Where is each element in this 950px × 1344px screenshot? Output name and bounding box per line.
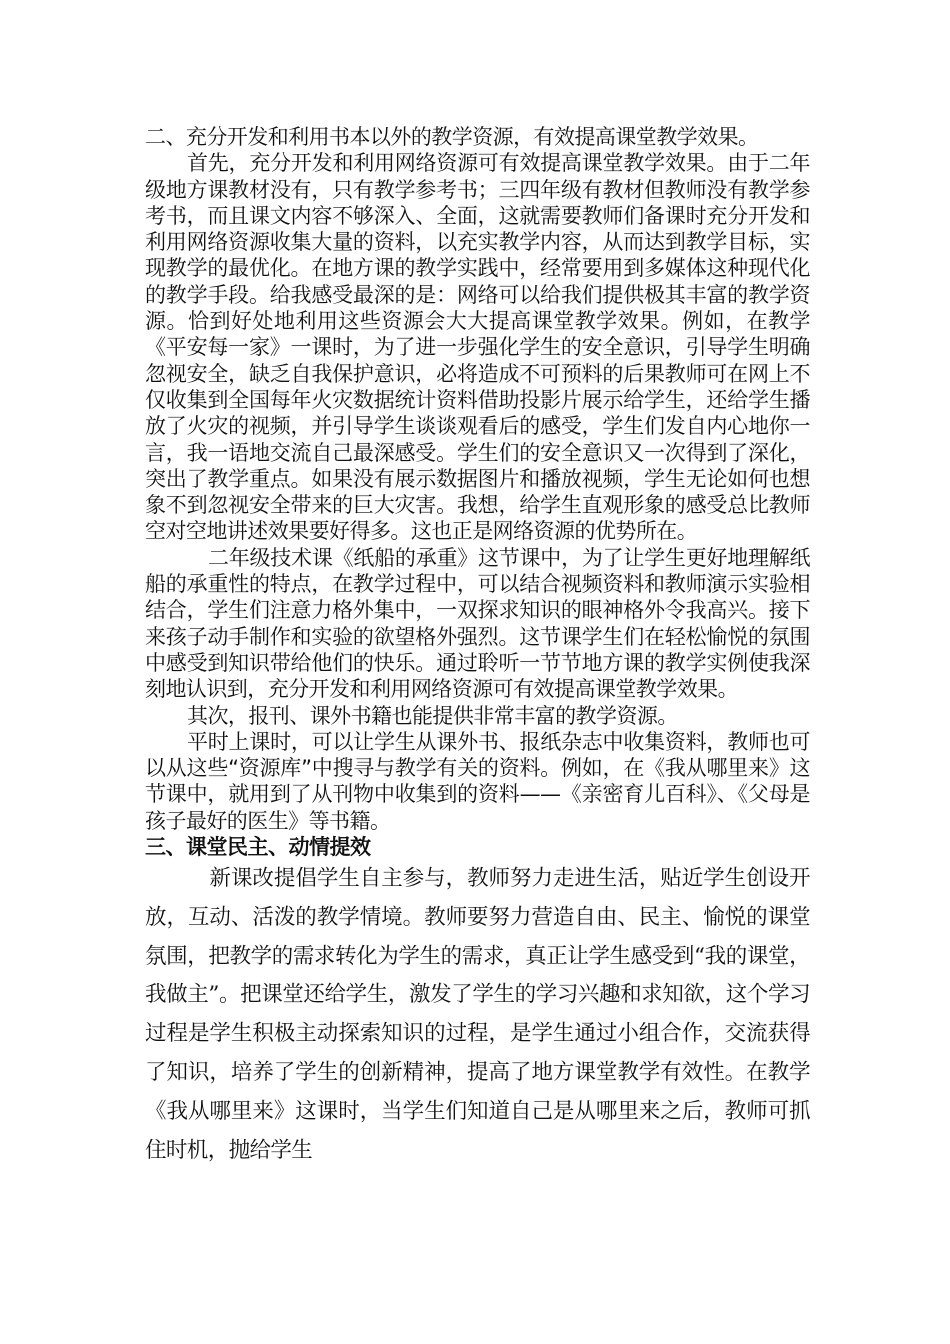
paragraph-extracurricular-materials: 平时上课时，可以让学生从课外书、报纸杂志中收集资料，教师也可以从这些“资源库”中搜寻与教学有关的资料。例如，在《我从哪里来》这节课中，就用到了从刊物中收集到的资料——《亲密育儿百科》、《父母是孩子最好的医生》等书籍。 — [145, 729, 810, 833]
paragraph-democratic-classroom: 新课改提倡学生自主参与，教师努力走进生活，贴近学生创设开放，互动、活泼的教学情境。教师要努力营造自由、民主、愉悦的课堂氛围，把教学的需求转化为学生的需求，真正让学生感受到“我的课堂，我做主”。把课堂还给学生，激发了学生的学习兴趣和求知欲，这个学习过程是学生积极主动探索知识的过程，是学生通过小组合作，交流获得了知识，培养了学生的创新精神，提高了地方课堂教学有效性。在教学《我从哪里来》这课时，当学生们知道自己是从哪里来之后，教师可抓住时机，抛给学生 — [145, 866, 810, 1163]
paragraph-print-resources: 其次，报刊、课外书籍也能提供非常丰富的教学资源。 — [187, 703, 678, 728]
section-2-heading: 二、充分开发和利用书本以外的教学资源，有效提高课堂教学效果。 — [145, 125, 759, 149]
paragraph-paper-boat-lesson: 二年级技术课《纸船的承重》这节课中，为了让学生更好地理解纸船的承重性的特点，在教学过程中，可以结合视频资料和教师演示实验相结合，学生们注意力格外集中，一双探求知识的眼神格外令我高兴。接下来孩子动手制作和实验的欲望格外强烈。这节课学生们在轻松愉悦的氛围中感受到知识带给他们的快乐。通过聆听一节节地方课的教学实例使我深刻地认识到，充分开发和利用网络资源可有效提高课堂教学效果。 — [145, 545, 810, 702]
section-3-heading: 三、课堂民主、动情提效 — [145, 835, 371, 860]
paragraph-network-resources: 首先，充分开发和利用网络资源可有效提高课堂教学效果。由于二年级地方课教材没有，只有教学参考书；三四年级有教材但教师没有教学参考书，而且课文内容不够深入、全面，这就需要教师们备课时充分开发和利用网络资源收集大量的资料，以充实教学内容，从而达到教学目标，实现教学的最优化。在地方课的教学实践中，经常要用到多媒体这种现代化的教学手段。给我感受最深的是：网络可以给我们提供极其丰富的教学资源。恰到好处地利用这些资源会大大提高课堂教学效果。例如，在教学《平安每一家》一课时，为了进一步强化学生的安全意识，引导学生明确忽视安全，缺乏自我保护意识，必将造成不可预料的后果教师可在网上不仅收集到全国每年火灾数据统计资料借助投影片展示给学生，还给学生播放了火灾的视频，并引导学生谈谈观看后的感受，学生们发自内心地你一言，我一语地交流自己最深感受。学生们的安全意识又一次得到了深化，突出了教学重点。如果没有展示数据图片和播放视频，学生无论如何也想象不到忽视安全带来的巨大灾害。我想，给学生直观形象的感受总比教师空对空地讲述效果要好得多。这也正是网络资源的优势所在。 — [145, 151, 810, 544]
section-2 — [145, 124, 810, 834]
document-body — [145, 124, 810, 1170]
